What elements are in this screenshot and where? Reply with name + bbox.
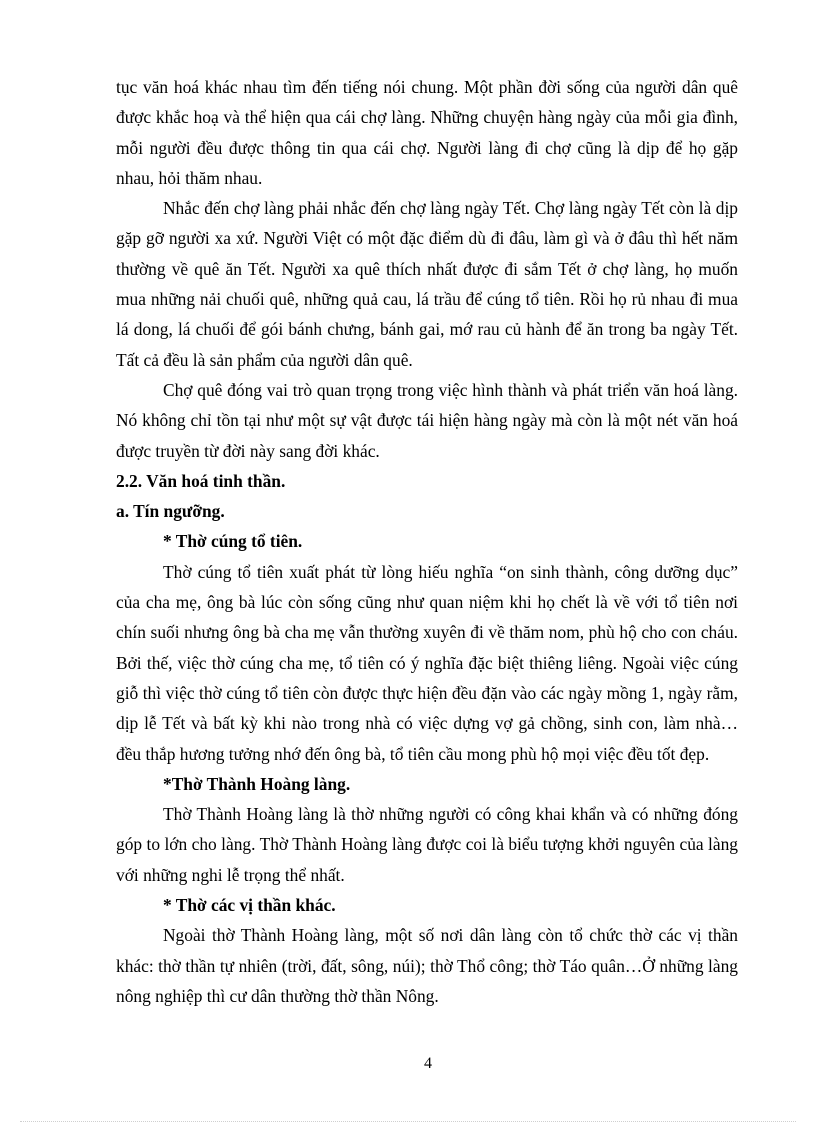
- paragraph-thanh-hoang: Thờ Thành Hoàng làng là thờ những người có công khai khẩn và có những đóng góp to lớn cho làng. Thờ Thành Hoàng làng được coi là biểu tượng khởi nguyên của làng với những nghi lễ trọng thể nhất.: [116, 804, 738, 885]
- page-number: 4: [424, 1055, 432, 1072]
- section-heading: 2.2. Văn hoá tinh thần.: [116, 470, 286, 491]
- item-heading-thanh-hoang: *Thờ Thành Hoàng làng.: [163, 773, 351, 794]
- page-bottom-divider: [20, 1121, 796, 1122]
- paragraph-vai-tro-cho-que: Chợ quê đóng vai trò quan trọng trong việc hình thành và phát triển văn hoá làng. Nó không chỉ tồn tại như một sự vật được tái hiện hàng ngày mà còn là một nét văn hoá được truyền từ đời này sang đời khác.: [116, 379, 738, 461]
- paragraph-tho-cung-to-tien: Thờ cúng tổ tiên xuất phát từ lòng hiếu nghĩa “on sinh thành, công dưỡng dục” của cha mẹ, ông bà lúc còn sống cũng như quan niệm khi họ chết là về với tổ tiên nơi chín suối nhưng ông bà cha mẹ vẫn thường xuyên đi về thăm nom, phù hộ cho con cháu. Bởi thế, việc thờ cúng cha mẹ, tổ tiên có ý nghĩa đặc biệt thiêng liêng. Ngoài việc cúng giỗ thì việc thờ cúng tổ tiên còn được thực hiện đều đặn vào các ngày mồng 1, ngày rằm, dịp lễ Tết và bất kỳ khi nào trong nhà có việc dựng vợ gả chồng, sinh con, làm nhà… đều thắp hương tưởng nhớ đến ông bà, tổ tiên cầu mong phù hộ mọi việc đều tốt đẹp.: [116, 561, 738, 764]
- item-heading-tho-cung-to-tien: * Thờ cúng tổ tiên.: [163, 531, 303, 552]
- body-text: [116, 72, 738, 1011]
- paragraph-cac-vi-than: Ngoài thờ Thành Hoàng làng, một số nơi dân làng còn tổ chức thờ các vị thần khác: thờ thần tự nhiên (trời, đất, sông, núi); thờ Thổ công; thờ Táo quân…Ở những làng nông nghiệp thì cư dân thường thờ thần Nông.: [116, 925, 738, 1006]
- paragraph-cho-lang-continued: tục văn hoá khác nhau tìm đến tiếng nói chung. Một phần đời sống của người dân quê được khắc hoạ và thể hiện qua cái chợ làng. Những chuyện hàng ngày của mỗi gia đình, mỗi người đều được thông tin qua cái chợ. Người làng đi chợ cũng là dịp để họ gặp nhau, hỏi thăm nhau.: [116, 77, 738, 188]
- subsection-heading: a. Tín ngưỡng.: [116, 501, 225, 522]
- paragraph-cho-lang-ngay-tet: Nhắc đến chợ làng phải nhắc đến chợ làng ngày Tết. Chợ làng ngày Tết còn là dịp gặp gỡ người xa xứ. Người Việt có một đặc điểm dù đi đâu, làm gì và ở đâu thì hết năm thường về quê ăn Tết. Người xa quê thích nhất được đi sắm Tết ở chợ làng, họ muốn mua những nải chuối quê, những quả cau, lá trầu để cúng tổ tiên. Rồi họ rủ nhau đi mua lá dong, lá chuối để gói bánh chưng, bánh gai, mớ rau củ hành để ăn trong ba ngày Tết. Tất cả đều là sản phẩm của người dân quê.: [116, 198, 738, 370]
- item-heading-cac-vi-than: * Thờ các vị thần khác.: [163, 895, 336, 916]
